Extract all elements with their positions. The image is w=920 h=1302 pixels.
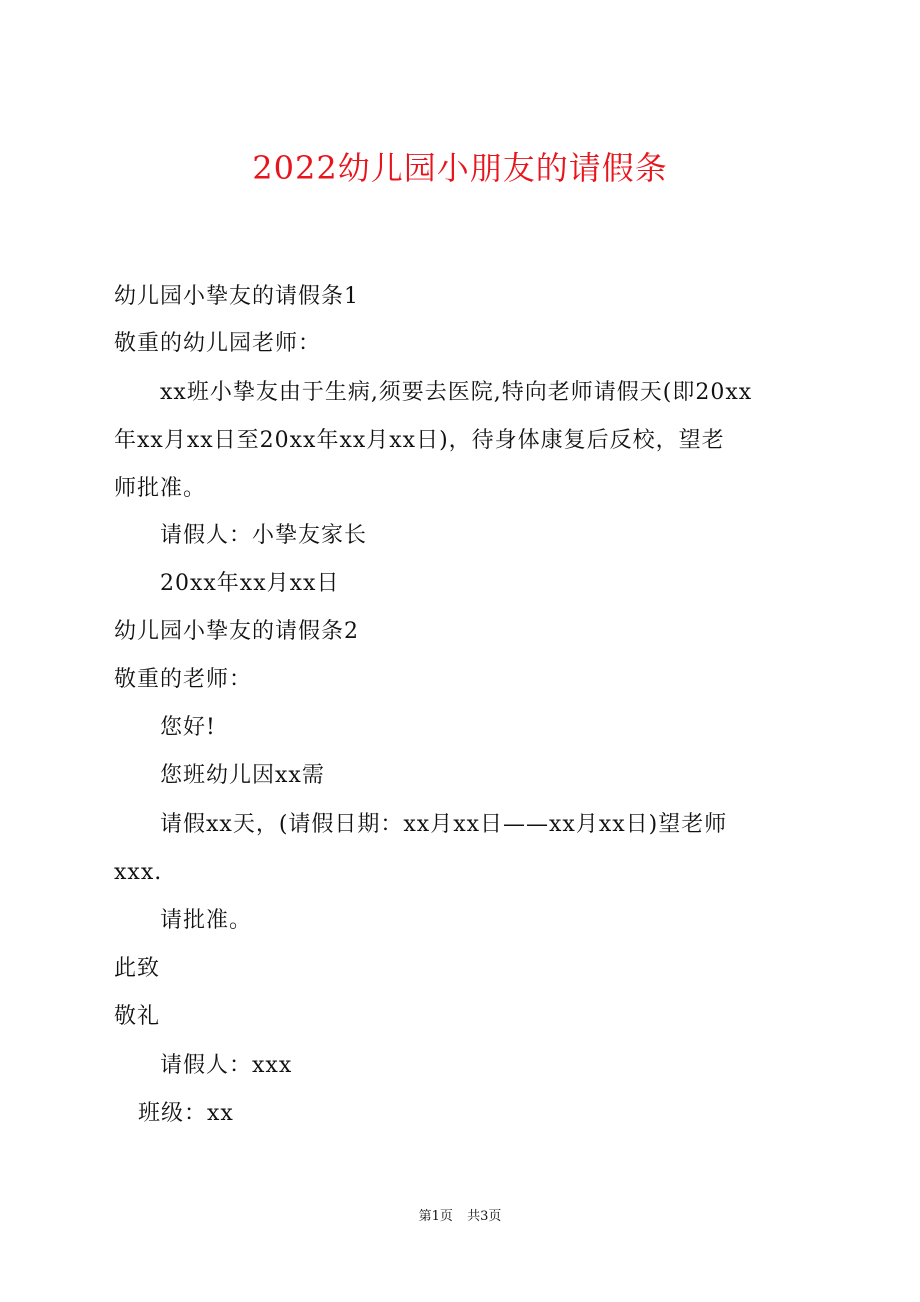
note-heading-1: 幼儿园小挚友的请假条1 — [114, 284, 359, 309]
paragraph-1-line-1: xx班小挚友由于生病,须要去医院,特向老师请假天(即20xx — [160, 380, 753, 405]
approval-request: 请批准。 — [160, 908, 253, 933]
salutation-2: 敬重的老师： — [114, 667, 253, 692]
paragraph-2-line-1: 您班幼儿因xx需 — [160, 763, 325, 788]
page-current: 第1页 — [418, 1209, 453, 1224]
document-title: 2022幼儿园小朋友的请假条 — [252, 149, 668, 187]
class-info: 班级：xx — [138, 1101, 234, 1126]
paragraph-1-line-3: 师批准。 — [114, 476, 207, 501]
paragraph-1-line-2: 年xx月xx日至20xx年xx月xx日)，待身体康复后反校，望老 — [114, 428, 725, 453]
page-footer — [0, 1208, 920, 1226]
closing-line-1: 此致 — [114, 956, 161, 981]
date-1: 20xx年xx月xx日 — [160, 571, 340, 596]
signature-2: 请假人：xxx — [160, 1053, 293, 1078]
paragraph-2-line-3: xxx. — [114, 860, 163, 885]
note-heading-2: 幼儿园小挚友的请假条2 — [114, 619, 359, 644]
signature-1: 请假人：小挚友家长 — [160, 523, 368, 548]
closing-line-2: 敬礼 — [114, 1004, 161, 1029]
greeting: 您好! — [160, 715, 216, 740]
page-total: 共3页 — [467, 1209, 502, 1224]
salutation-1: 敬重的幼儿园老师： — [114, 331, 322, 356]
paragraph-2-line-2: 请假xx天，(请假日期：xx月xx日——xx月xx日)望老师 — [160, 812, 728, 837]
